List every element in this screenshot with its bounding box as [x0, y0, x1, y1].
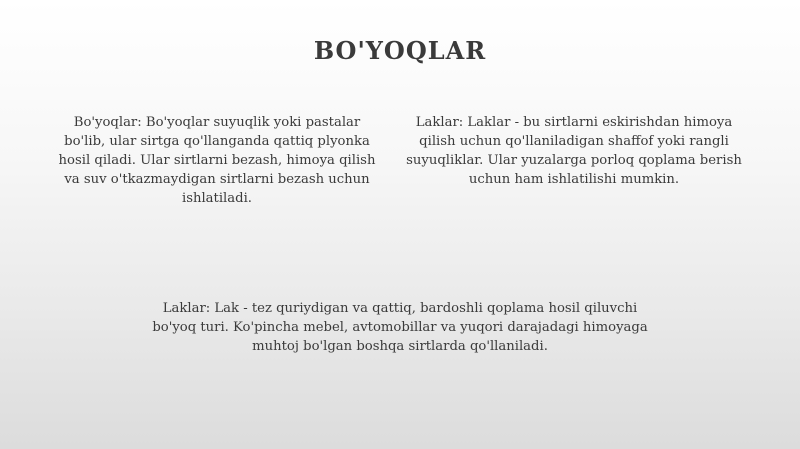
paragraph-lacquers: Laklar: Lak - tez quriydigan va qattiq, bardoshli qoplama hosil qiluvchi bo'yoq turi. Ko'pincha mebel, avtomobillar va yuqori darajadagi himoyaga muhtoj bo'lgan boshqa sirtlarda qo'llaniladi.	[152, 301, 648, 354]
paragraph-varnishes: Laklar: Laklar - bu sirtlarni eskirishdan himoya qilish uchun qo'llaniladigan shaffof yoki rangli suyuqliklar. Ular yuzalarga porloq qoplama berish uchun ham ishlatilishi mumkin.	[406, 115, 742, 187]
slide-title: BO'YOQLAR	[313, 36, 487, 65]
paragraph-paints: Bo'yoqlar: Bo'yoqlar suyuqlik yoki pastalar bo'lib, ular sirtga qo'llanganda qattiq plyonka hosil qiladi. Ular sirtlarni bezash, himoya qilish va suv o'tkazmaydigan sirtlarni bezash uchun ishlatiladi.	[58, 115, 376, 206]
